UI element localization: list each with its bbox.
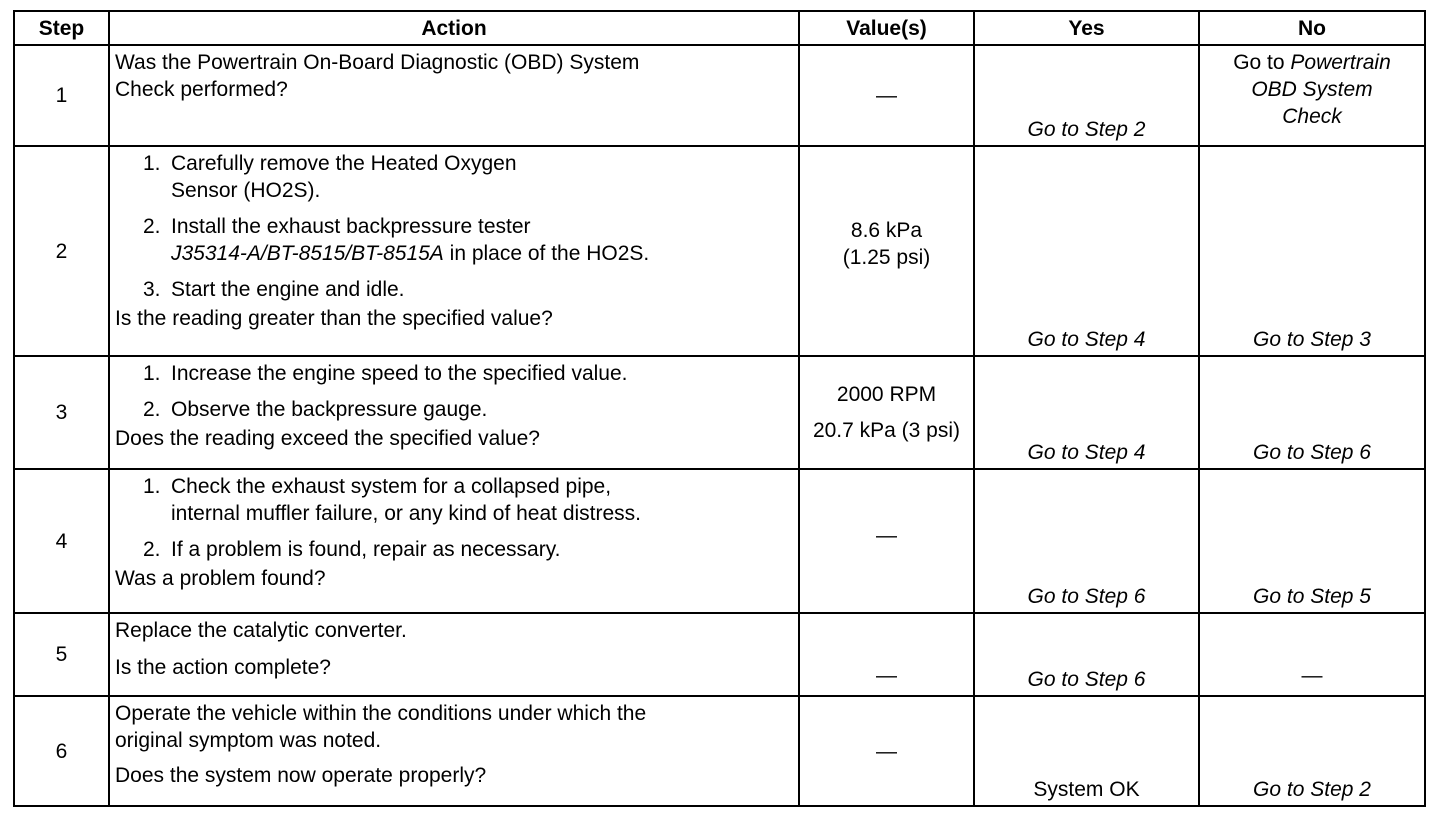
value-text: — [876,524,897,547]
action-text: Was the Powertrain On-Board Diagnostic (OBD) System [115,51,640,74]
no-text: — [1301,664,1323,687]
action-text: Replace the catalytic converter. [115,619,407,642]
substep-list [115,360,794,423]
no-cell [1199,356,1425,469]
substep: 1. Increase the engine speed to the specified value. [143,362,628,385]
substep: 2. If a problem is found, repair as necessary. [143,538,561,561]
no-cell [1199,613,1425,696]
yes-cell [974,613,1199,696]
header-step: Step [14,11,109,45]
value-text: (1.25 psi) [842,246,931,269]
value-cell [799,356,974,469]
substep: 1. Check the exhaust system for a collapsed pipe, internal muffler failure, or any kind of heat distress. [143,475,642,525]
no-cell [1199,146,1425,356]
value-cell [799,45,974,146]
step-number: 6 [14,696,109,806]
substep-list [115,150,794,303]
question-text: Does the system now operate properly? [115,764,487,787]
substep-list [115,473,794,563]
yes-text: Go to Step 4 [1027,441,1146,464]
table-row [14,146,1425,356]
substep: 2. Install the exhaust backpressure tester J35314-A/BT-8515/BT-8515A in place of the HO2S. [143,215,650,265]
table-row [14,696,1425,806]
yes-text: Go to Step 2 [1027,118,1146,141]
yes-cell [974,356,1199,469]
yes-text: Go to Step 4 [1027,328,1146,351]
step-number: 4 [14,469,109,613]
tool-number: J35314-A/BT-8515/BT-8515A [171,242,444,265]
yes-text: Go to Step 6 [1027,585,1146,608]
no-text: Go to Step 6 [1253,441,1371,464]
action-cell [109,45,799,146]
substep: 1. Carefully remove the Heated Oxygen Sensor (HO2S). [143,152,517,202]
no-text: OBD System [1251,78,1373,101]
yes-cell [974,146,1199,356]
yes-cell [974,469,1199,613]
value-cell [799,146,974,356]
table-row [14,613,1425,696]
no-text: Go to Step 2 [1253,778,1371,801]
action-cell [109,613,799,696]
action-text: Check performed? [115,78,288,101]
no-text: Go to Step 3 [1253,328,1371,351]
step-number: 3 [14,356,109,469]
action-text: original symptom was noted. [115,729,382,752]
action-cell [109,469,799,613]
question-text: Is the reading greater than the specified value? [115,307,553,330]
yes-text: System OK [1033,778,1140,801]
yes-text: Go to Step 6 [1027,668,1146,691]
question-text: Was a problem found? [115,567,326,590]
action-cell [109,696,799,806]
action-cell [109,356,799,469]
value-text: 20.7 kPa (3 psi) [812,418,961,442]
no-cell [1199,469,1425,613]
header-no: No [1199,11,1425,45]
step-number: 1 [14,45,109,146]
action-cell [109,146,799,356]
step-number: 2 [14,146,109,356]
value-cell [799,613,974,696]
no-text: Go to Step 5 [1253,585,1371,608]
question-text: Is the action complete? [115,656,331,679]
table-row [14,45,1425,146]
no-cell [1199,45,1425,146]
value-text: — [876,84,897,107]
value-text: — [876,664,897,687]
step-number: 5 [14,613,109,696]
value-cell [799,469,974,613]
header-row [14,11,1425,45]
header-values: Value(s) [799,11,974,45]
value-cell [799,696,974,806]
yes-cell [974,45,1199,146]
table-row [14,356,1425,469]
question-text: Does the reading exceed the specified value? [115,427,540,450]
substep: 2. Observe the backpressure gauge. [143,398,488,421]
header-action: Action [109,11,799,45]
value-text: — [876,739,897,763]
value-text: 8.6 kPa [850,219,923,242]
no-text: Go to Powertrain [1233,51,1391,74]
substep: 3. Start the engine and idle. [143,278,405,301]
header-yes: Yes [974,11,1199,45]
no-cell [1199,696,1425,806]
value-text: 2000 RPM [836,382,937,406]
table-row [14,469,1425,613]
action-text: Operate the vehicle within the conditions under which the [115,702,647,725]
yes-cell [974,696,1199,806]
no-text: Check [1282,105,1342,128]
diagnostic-table [13,10,1426,807]
